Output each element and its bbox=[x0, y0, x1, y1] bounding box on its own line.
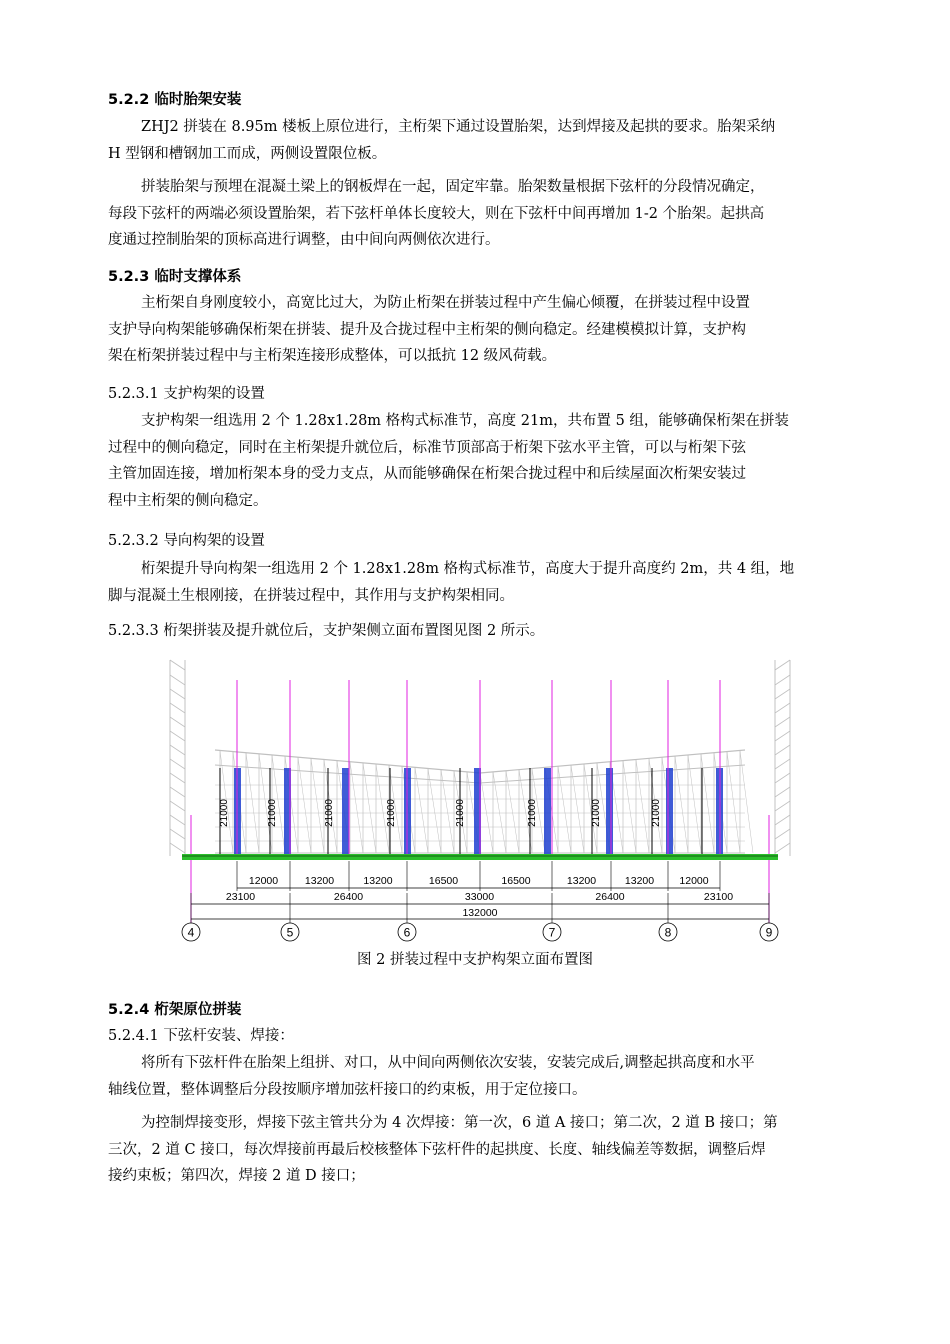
heading-5-2-3-1: 5.2.3.1 支护构架的设置 bbox=[108, 386, 265, 402]
column-brace bbox=[170, 745, 185, 755]
dimension-value: 33000 bbox=[464, 891, 495, 903]
tower-height-label: 21000 bbox=[267, 799, 278, 827]
heading-5-2-4-1: 5.2.4.1 下弦杆安装、焊接： bbox=[108, 1028, 294, 1044]
dimension-value: 13200 bbox=[624, 875, 655, 887]
text-line: 三次，2 道 C 接口，每次焊接前再最后校核整体下弦杆件的起拱度、长度、轴线偏差等数据，调整后焊 bbox=[108, 1141, 766, 1158]
dimension-value: 23100 bbox=[703, 891, 734, 903]
tower-height-label: 21000 bbox=[324, 799, 335, 827]
support-towers bbox=[219, 768, 723, 857]
axis-label: 4 bbox=[187, 925, 195, 940]
text-line: 支护导向构架能够确保桁架在拼装、提升及合拢过程中主桁架的侧向稳定。经建模模拟计算，支护构 bbox=[108, 321, 746, 338]
text-line: 度通过控制胎架的顶标高进行调整，由中间向两侧依次进行。 bbox=[108, 232, 500, 248]
column-brace bbox=[775, 717, 790, 727]
axis-label: 9 bbox=[765, 925, 773, 940]
tower-height-label: 21000 bbox=[527, 799, 538, 827]
text-line: 主管加固连接，增加桁架本身的受力支点，从而能够确保在桁架合拢过程中和后续屋面次桁架安装过 bbox=[108, 466, 746, 482]
heading-5-2-3: 5.2.3 临时支撑体系 bbox=[108, 269, 242, 285]
support-tower bbox=[342, 768, 349, 857]
tower-height-label: 21000 bbox=[455, 799, 466, 827]
column-brace bbox=[170, 815, 185, 825]
paragraph-5-2-4-a bbox=[108, 1050, 860, 1103]
web-diagonal bbox=[623, 761, 636, 853]
text-line: 拼装胎架与预埋在混凝土梁上的钢板焊在一起，固定牢靠。胎架数量根据下弦杆的分段情况确定， bbox=[141, 179, 765, 195]
web-diagonal bbox=[571, 765, 584, 853]
axis-label: 8 bbox=[664, 925, 672, 940]
paragraph-5-2-2-b bbox=[108, 174, 860, 254]
text-line: 支护构架一组选用 2 个 1.28x1.28m 格构式标准节，高度 21m，共布置 5 组，能够确保桁架在拼装 bbox=[141, 413, 789, 429]
column-brace bbox=[170, 731, 185, 741]
column-brace bbox=[170, 773, 185, 783]
web-diagonal bbox=[415, 767, 428, 853]
tower-height-label: 21000 bbox=[651, 799, 662, 827]
dimension-value: 13200 bbox=[304, 875, 335, 887]
paragraph-5-2-2-a bbox=[108, 114, 860, 167]
dimension-value: 16500 bbox=[428, 875, 459, 887]
text-line: 轴线位置，整体调整后分段按顺序增加弦杆接口的约束板，用于定位接口。 bbox=[108, 1081, 587, 1098]
support-tower bbox=[606, 768, 613, 857]
column-brace bbox=[170, 675, 185, 685]
text-line: 将所有下弦杆件在胎架上组拼、对口，从中间向两侧依次安装，安装完成后,调整起拱高度和水平 bbox=[141, 1055, 755, 1071]
text-line: 过程中的侧向稳定，同时在主桁架提升就位后，标准节顶部高于桁架下弦水平主管，可以与桁架下弦 bbox=[108, 439, 746, 456]
web-diagonal bbox=[441, 770, 454, 853]
column-brace bbox=[170, 689, 185, 699]
column-brace bbox=[775, 689, 790, 699]
paragraph-5-2-3-1 bbox=[108, 408, 860, 514]
text-line: 每段下弦杆的两端必须设置胎架，若下弦杆单体长度较大，则在下弦杆中间再增加 1-2 个胎架。起拱高 bbox=[108, 205, 765, 222]
support-tower bbox=[666, 768, 673, 857]
paragraph-5-2-4-b bbox=[108, 1110, 860, 1190]
column-brace bbox=[775, 703, 790, 713]
axis-label: 6 bbox=[403, 925, 411, 940]
column-brace bbox=[775, 801, 790, 811]
column-brace bbox=[775, 787, 790, 797]
dimension-value: 13200 bbox=[566, 875, 597, 887]
text-line: 架在桁架拼装过程中与主桁架连接形成整体，可以抵抗 12 级风荷载。 bbox=[108, 348, 557, 364]
dimension-value: 26400 bbox=[333, 891, 364, 903]
tower-height-label: 21000 bbox=[386, 799, 397, 827]
dimension-value: 23100 bbox=[225, 891, 256, 903]
column-brace bbox=[170, 717, 185, 727]
text-line: 主桁架自身刚度较小，高宽比过大，为防止桁架在拼装过程中产生偏心倾覆，在拼装过程中设置 bbox=[141, 295, 750, 311]
dimension-lines bbox=[191, 861, 769, 919]
web-diagonal bbox=[506, 771, 519, 853]
axis-label: 7 bbox=[548, 925, 556, 940]
heading-5-2-3-3: 5.2.3.3 桁架拼装及提升就位后，支护架侧立面布置图见图 2 所示。 bbox=[108, 623, 545, 639]
axis-label: 5 bbox=[286, 925, 294, 940]
web-diagonal bbox=[701, 754, 714, 853]
column-brace bbox=[775, 815, 790, 825]
dimension-value: 16500 bbox=[501, 875, 531, 887]
dimension-value: 13200 bbox=[363, 875, 393, 887]
text-line: 脚与混凝土生根刚接，在拼装过程中，其作用与支护构架相同。 bbox=[108, 587, 514, 604]
base-beam-bar bbox=[182, 854, 778, 860]
column-brace bbox=[775, 759, 790, 769]
column-brace bbox=[775, 829, 790, 839]
heading-5-2-3-2: 5.2.3.2 导向构架的设置 bbox=[108, 533, 265, 549]
dimension-total: 132000 bbox=[462, 907, 498, 919]
column-brace bbox=[775, 745, 790, 755]
text-line: 程中主桁架的侧向稳定。 bbox=[108, 492, 268, 509]
web-diagonal bbox=[740, 750, 753, 853]
text-line: ZHJ2 拼装在 8.95m 楼板上原位进行，主桁架下通过设置胎架，达到焊接及起拱的要求。胎架采纳 bbox=[141, 119, 776, 135]
paragraph-5-2-3 bbox=[108, 290, 860, 370]
web-diagonal bbox=[688, 755, 701, 853]
dimension-value: 12000 bbox=[248, 875, 279, 887]
dimension-value: 26400 bbox=[595, 891, 625, 903]
column-brace bbox=[775, 843, 790, 853]
web-diagonal bbox=[727, 752, 740, 853]
column-brace bbox=[775, 675, 790, 685]
support-tower bbox=[544, 768, 551, 857]
text-line: 接约束板；第四次，焊接 2 道 D 接口； bbox=[108, 1168, 365, 1184]
text-line: 桁架提升导向构架一组选用 2 个 1.28x1.28m 格构式标准节，高度大于提升高度约 2m，共 4 组，地 bbox=[141, 561, 795, 577]
web-diagonal bbox=[363, 763, 376, 853]
support-frame-elevation-drawing bbox=[160, 655, 800, 945]
column-brace bbox=[170, 703, 185, 713]
base-beam bbox=[182, 854, 778, 860]
paragraph-5-2-3-2 bbox=[108, 556, 860, 609]
column-brace bbox=[170, 829, 185, 839]
web-diagonal bbox=[558, 766, 571, 853]
web-diagonal bbox=[675, 756, 688, 853]
column-brace bbox=[170, 843, 185, 853]
text-line: 为控制焊接变形，焊接下弦主管共分为 4 次焊接：第一次，6 道 A 接口；第二次，2 道 B 接口；第 bbox=[141, 1115, 778, 1131]
figure-caption: 图 2 拼装过程中支护构架立面布置图 bbox=[357, 952, 593, 968]
tower-height-label: 21000 bbox=[591, 799, 602, 827]
column-brace bbox=[170, 787, 185, 797]
dimension-value: 12000 bbox=[679, 875, 709, 887]
column-brace bbox=[170, 759, 185, 769]
column-brace bbox=[775, 773, 790, 783]
heading-5-2-2: 5.2.2 临时胎架安装 bbox=[108, 92, 242, 108]
text-line: H 型钢和槽钢加工而成，两侧设置限位板。 bbox=[108, 145, 387, 162]
column-brace bbox=[775, 731, 790, 741]
tower-height-label: 21000 bbox=[219, 799, 230, 827]
column-brace bbox=[170, 801, 185, 811]
web-diagonal bbox=[428, 768, 441, 853]
heading-5-2-4: 5.2.4 桁架原位拼装 bbox=[108, 1002, 242, 1018]
web-diagonal bbox=[636, 759, 649, 853]
